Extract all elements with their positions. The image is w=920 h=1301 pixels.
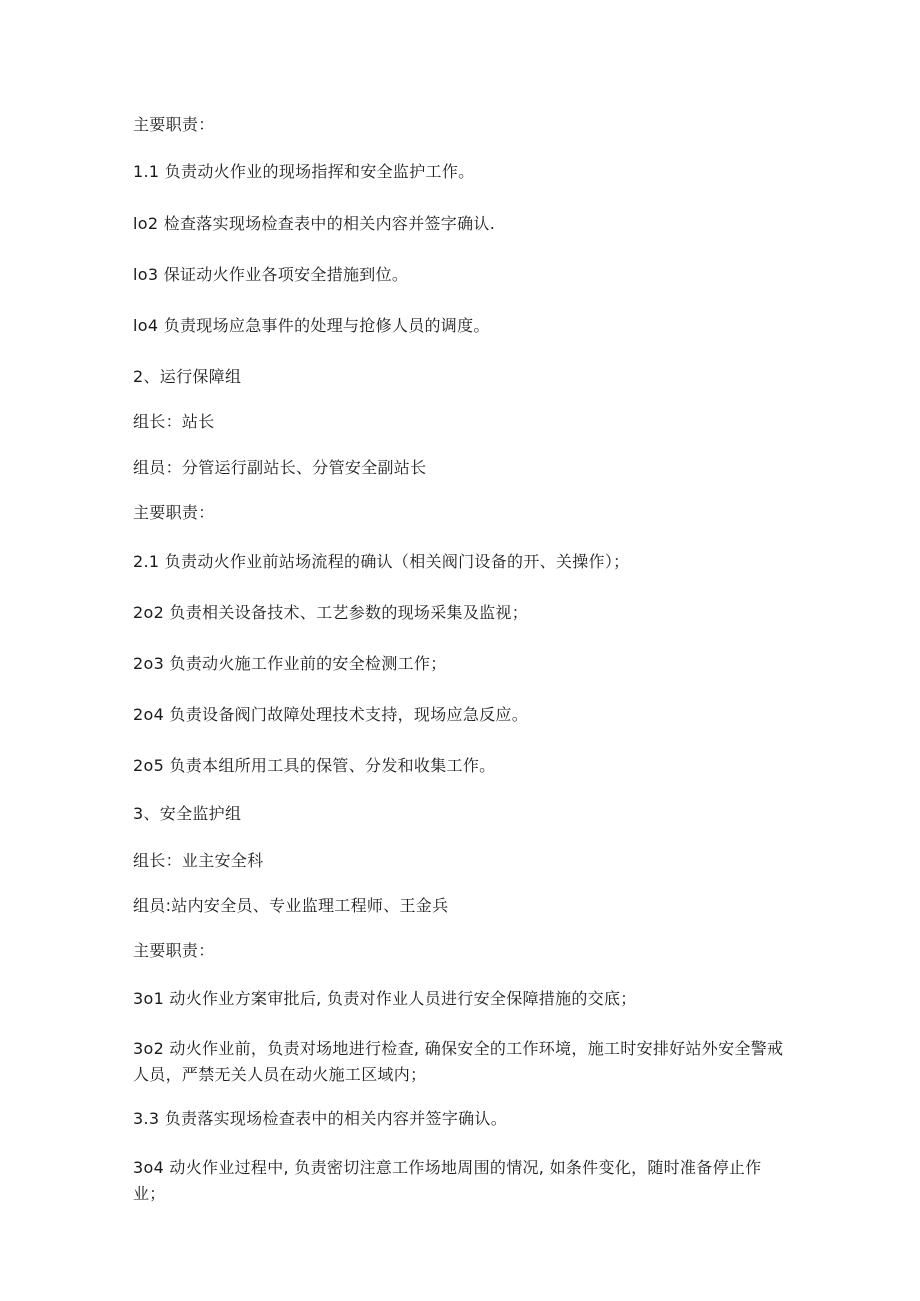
duty-item-2-3: 2o3 负责动火施工作业前的安全检测工作；: [133, 654, 447, 673]
group-leader-operations: 组长：站长: [133, 412, 215, 431]
group-leader-safety: 组长：业主安全科: [133, 851, 264, 870]
section-heading-duties: 主要职责：: [133, 941, 215, 960]
section-heading-duties: 主要职责：: [133, 503, 215, 522]
duty-item-3-1: 3o1 动火作业方案审批后, 负责对作业人员进行安全保障措施的交底；: [133, 989, 637, 1008]
duty-item-2-5: 2o5 负责本组所用工具的保管、分发和收集工作。: [133, 756, 496, 775]
duty-item-2-4: 2o4 负责设备阀门故障处理技术支持，现场应急反应。: [133, 705, 529, 724]
group-members-operations: 组员：分管运行副站长、分管安全副站长: [133, 458, 427, 477]
duty-item-2-1: 2.1 负责动火作业前站场流程的确认（相关阀门设备的开、关操作）；: [133, 552, 630, 571]
group-members-safety: 组员:站内安全员、专业监理工程师、王金兵: [133, 896, 449, 915]
section-heading-duties: 主要职责：: [133, 115, 215, 134]
group-heading-operations: 2、运行保障组: [133, 367, 242, 386]
duty-item-2-2: 2o2 负责相关设备技术、工艺参数的现场采集及监视；: [133, 603, 529, 622]
duty-item-1-3: lo3 保证动火作业各项安全措施到位。: [133, 265, 409, 284]
duty-item-3-4: 3o4 动火作业过程中, 负责密切注意工作场地周围的情况, 如条件变化，随时准备停止作业；: [133, 1158, 762, 1203]
duty-item-1-4: lo4 负责现场应急事件的处理与抢修人员的调度。: [133, 316, 490, 335]
duty-item-3-3: 3.3 负责落实现场检查表中的相关内容并签字确认。: [133, 1109, 508, 1128]
duty-item-1-1: 1.1 负责动火作业的现场指挥和安全监护工作。: [133, 162, 475, 181]
group-heading-safety: 3、安全监护组: [133, 804, 242, 823]
duty-item-3-2: 3o2 动火作业前，负责对场地进行检查, 确保安全的工作环境，施工时安排好站外安全警戒人员，严禁无关人员在动火施工区域内；: [133, 1039, 784, 1084]
duty-item-1-2: lo2 检查落实现场检查表中的相关内容并签字确认.: [133, 214, 496, 233]
